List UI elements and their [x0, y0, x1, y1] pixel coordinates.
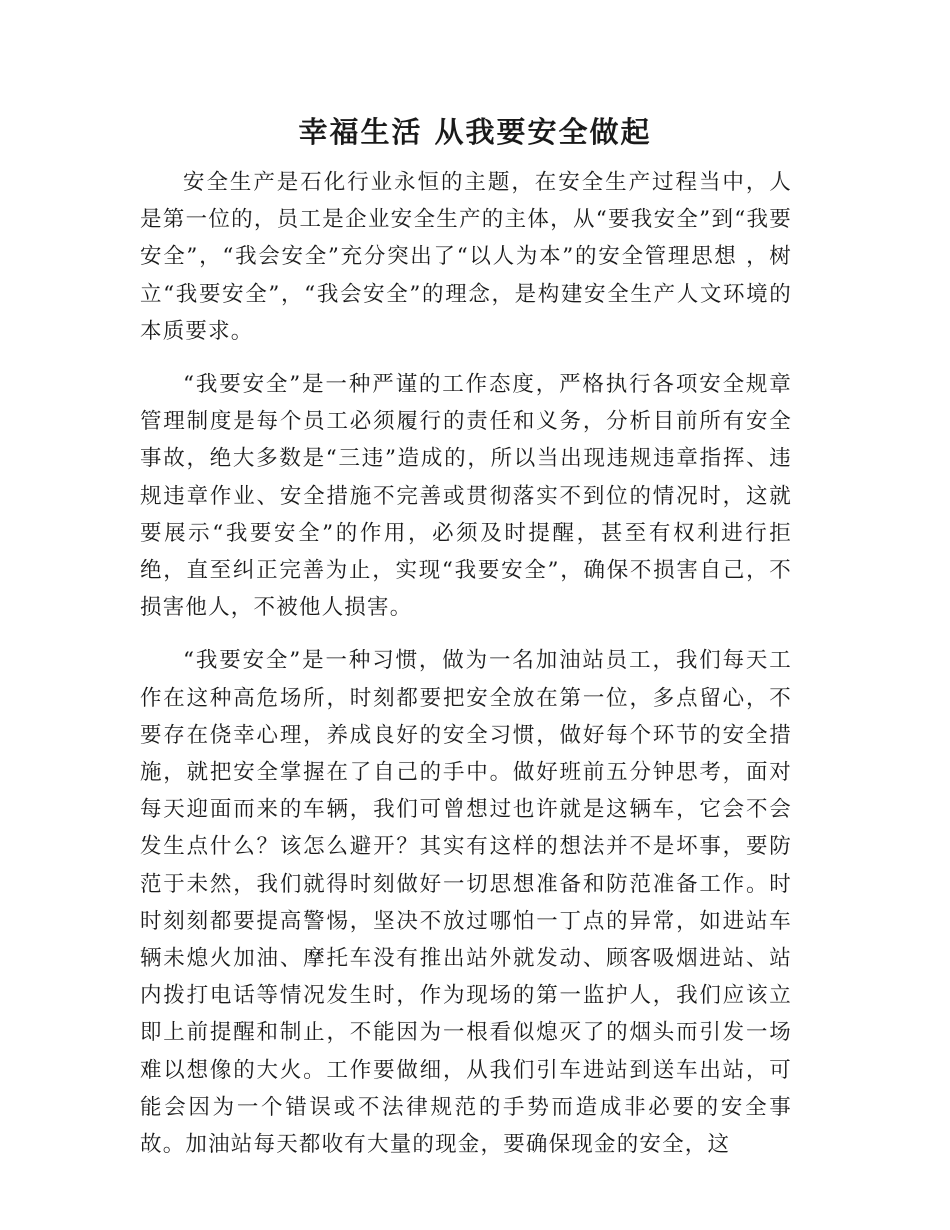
paragraph-habit: “我要安全”是一种习惯，做为一名加油站员工，我们每天工作在这种高危场所，时刻都要把安全放在第一位，多点留心，不要存在侥幸心理，养成良好的安全习惯，做好每个环节的安全措施，就把安全掌握在了自己的手中。做好班前五分钟思考，面对每天迎面而来的车辆，我们可曾想过也许就是这辆车，它会不会发生点什么？该怎么避开？其实有这样的想法并不是坏事，要防范于未然，我们就得时刻做好一切思想准备和防范准备工作。时时刻刻都要提高警惕，坚决不放过哪怕一丁点的异常，如进站车辆未熄火加油、摩托车没有推出站外就发动、顾客吸烟进站、站内拨打电话等情况发生时，作为现场的第一监护人，我们应该立即上前提醒和制止，不能因为一根看似熄灭了的烟头而引发一场难以想像的大火。工作要做细，从我们引车进站到送车出站，可能会因为一个错误或不法律规范的手势而造成非必要的安全事故。加油站每天都收有大量的现金，要确保现金的安全，这: [140, 648, 792, 1158]
paragraph-attitude: “我要安全”是一种严谨的工作态度，严格执行各项安全规章管理制度是每个员工必须履行的责任和义务，分析目前所有安全事故，绝大多数是“三违”造成的，所以当出现违规违章指挥、违规违章作业、安全措施不完善或贯彻落实不到位的情况时，这就要展示“我要安全”的作用，必须及时提醒，甚至有权利进行拒绝，直至纠正完善为止，实现“我要安全”，确保不损害自己，不损害他人，不被他人损害。: [140, 372, 792, 621]
document-title: 幸福生活 从我要安全做起: [298, 115, 652, 149]
document-body: [140, 164, 792, 1179]
paragraph-intro: 安全生产是石化行业永恒的主题，在安全生产过程当中，人是第一位的，员工是企业安全生产的主体，从“要我安全”到“我要安全”，“我会安全”充分突出了“以人为本”的安全管理思想 ，树立“我要安全”，“我会安全”的理念，是构建安全生产人文环境的本质要求。: [140, 170, 792, 344]
